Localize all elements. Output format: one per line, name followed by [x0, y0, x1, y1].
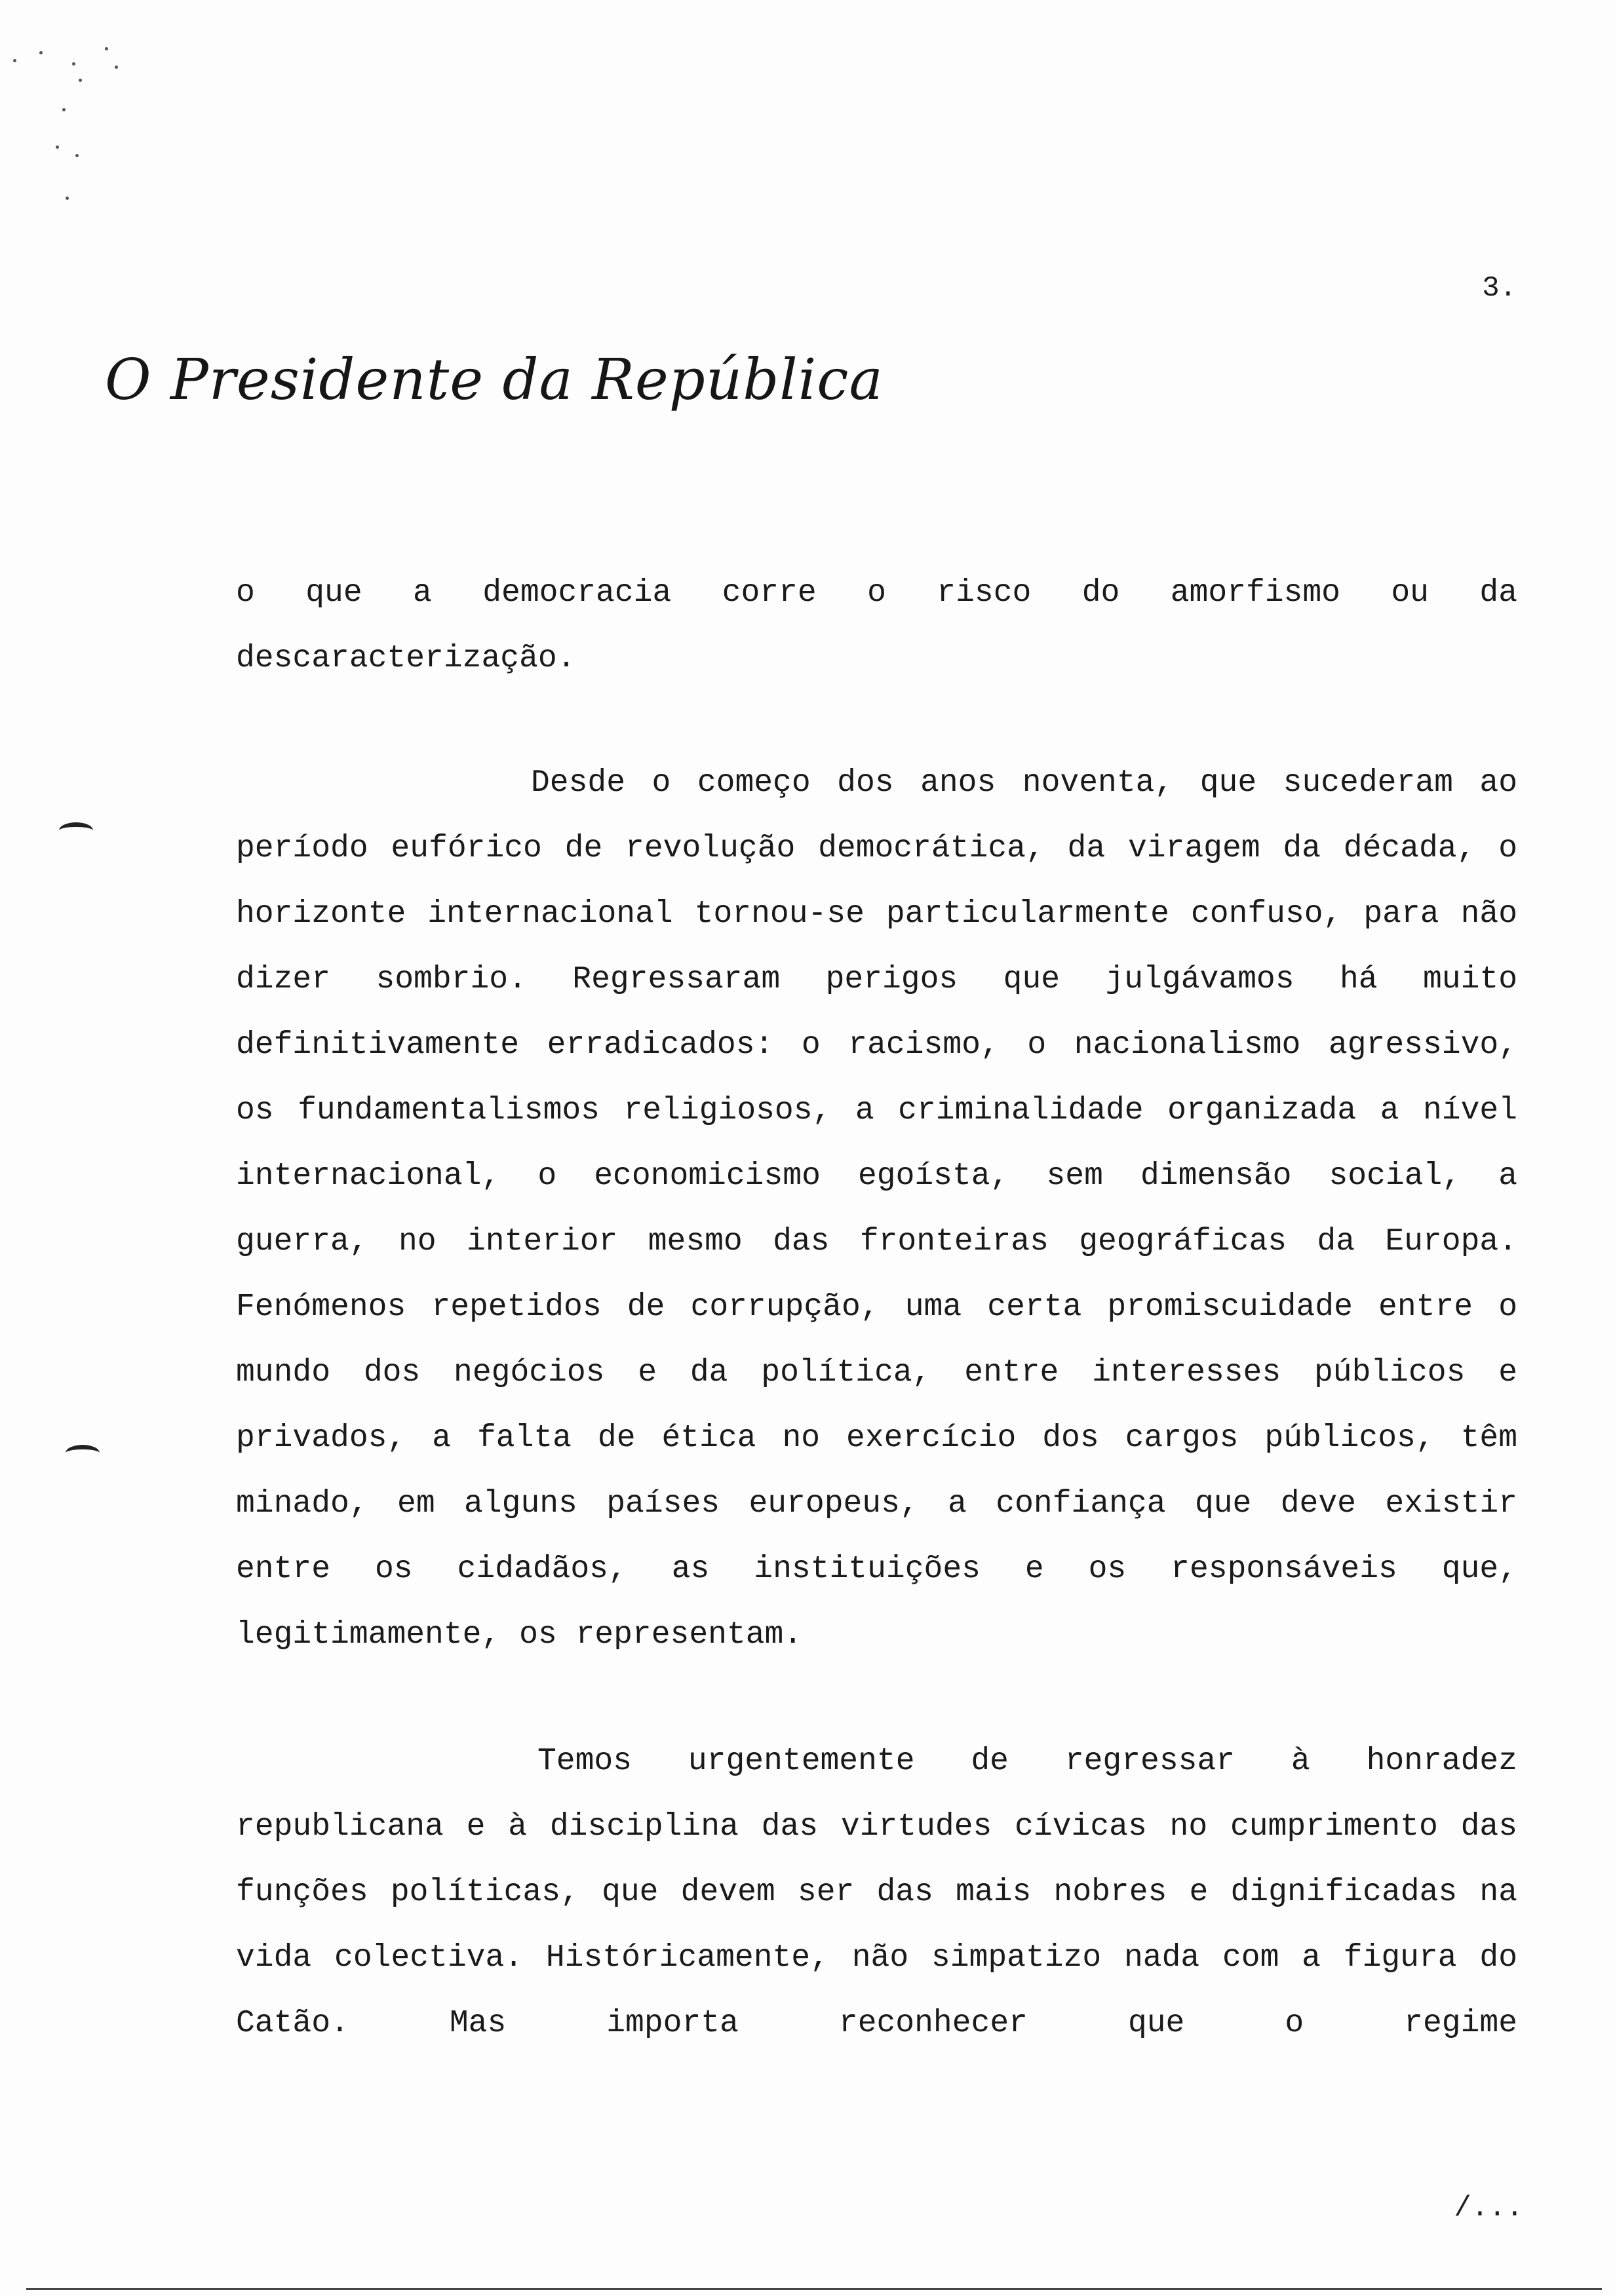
paragraph-3: Temos urgentemente de regressar à honradez republicana e à disciplina das virtudes cívicas no cumprimento das funções políticas, que devem ser das mais nobres e dignificadas na vida colectiva. Históricamente, não simpatizo nada com a figura do Catão. Mas importa reconhecer que o regime [236, 1744, 1517, 2041]
scan-speck [75, 154, 79, 157]
scan-speck [13, 59, 16, 62]
letterhead-title: O Presidente da República [105, 347, 884, 413]
scan-speck [105, 47, 108, 50]
margin-annotation-mark [66, 1445, 100, 1461]
scan-speck [79, 79, 82, 82]
scan-speck [72, 62, 75, 66]
scan-speck [115, 66, 118, 69]
scan-speck [56, 145, 59, 149]
scan-speck [39, 51, 43, 54]
paragraph-1: o que a democracia corre o risco do amorfismo ou da descaracterização. [236, 575, 1517, 676]
bottom-edge-line [26, 2288, 1602, 2290]
margin-annotation-mark [59, 822, 93, 839]
continuation-mark: /... [1454, 2192, 1523, 2225]
paragraph-2: Desde o começo dos anos noventa, que sucederam ao período eufórico de revolução democrática, da viragem da década, o horizonte internacional tornou-se particularmente confuso, para não dizer sombrio. Regressaram perigos que julgávamos há muito definitivamente erradicados: o racismo, o nacionalismo agressivo, os fundamentalismos religiosos, a criminalidade organizada a nível internacional, o economicismo egoísta, sem dimensão social, a guerra, no interior mesmo das fronteiras geográficas da Europa. Fenómenos repetidos de corrupção, uma certa promiscuidade entre o mundo dos negócios e da política, entre interesses públicos e privados, a falta de ética no exercício dos cargos públicos, têm minado, em alguns países europeus, a confiança que deve existir entre os cidadãos, as instituições e os responsáveis que, legitimamente, os representam. [236, 765, 1517, 1653]
scan-speck [66, 197, 69, 200]
page-number: 3. [1482, 272, 1517, 305]
scan-speck [62, 108, 66, 111]
